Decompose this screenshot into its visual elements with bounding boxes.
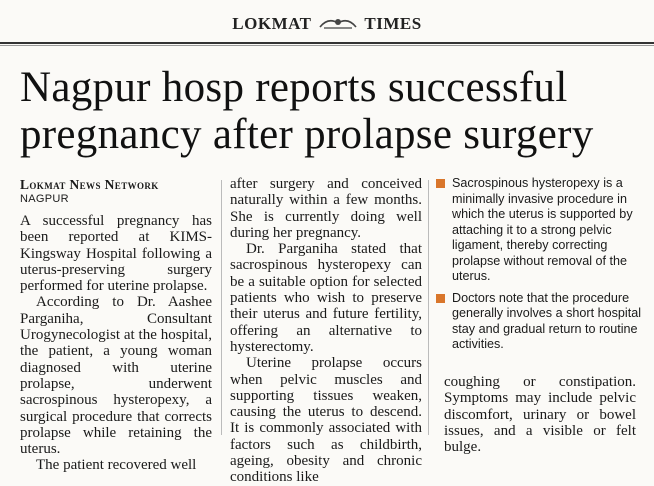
col1-paragraph-2: According to Dr. Aashee Parganiha, Consultant Urogynecologist at the hospital, the patient, a young woman diagnosed with uterine prolapse, underwent sacrospinous hysteropexy, a surgical procedure that corrects prolapse while retaining the uterus. bbox=[20, 294, 212, 458]
col2-paragraph-3: Uterine prolapse occurs when pelvic muscles and supporting tissues weaken, causing the uterus to descend. It is commonly associated with factors such as childbirth, ageing, obesity and chronic conditions like bbox=[230, 355, 422, 486]
column-divider-1 bbox=[221, 180, 222, 435]
col1-paragraph-1: A successful pregnancy has been reported at KIMS-Kingsway Hospital following a uterus-preserving surgery performed for uterine prolapse. bbox=[20, 213, 212, 295]
fact-bullet-1-text: Sacrospinous hysteropexy is a minimally invasive procedure in which the uterus is supported by attaching it to a strong pelvic ligament, thereby correcting prolapse without removal of the uterus. bbox=[452, 176, 633, 283]
fact-box bbox=[432, 176, 644, 359]
top-rule bbox=[0, 42, 654, 44]
fact-bullet-2-text: Doctors note that the procedure generally involves a short hospital stay and gradual return to routine activities. bbox=[452, 290, 642, 351]
col1-paragraph-3: The patient recovered well bbox=[36, 457, 197, 474]
masthead-times: TIMES bbox=[364, 14, 422, 33]
fact-bullet-1 bbox=[432, 176, 644, 285]
headline: Nagpur hosp reports successful pregnancy after prolapse surgery bbox=[20, 64, 594, 158]
byline: Lokmat News Network bbox=[20, 177, 159, 192]
col2-paragraph-2: Dr. Parganiha stated that sacrospinous hysteropexy can be a suitable option for selected patients who wish to preserve their uterus and future fertility, offering an alternative to hysterectomy. bbox=[230, 241, 422, 355]
masthead bbox=[0, 14, 654, 34]
emblem-icon bbox=[318, 15, 358, 31]
col3-paragraph-1: coughing or constipation. Symptoms may include pelvic discomfort, urinary or bowel issues, and a visible or felt bulge. bbox=[444, 374, 636, 456]
square-bullet-icon bbox=[436, 179, 445, 188]
dateline: NAGPUR bbox=[20, 193, 69, 205]
col2-paragraph-1: after surgery and conceived naturally within a few months. She is currently doing well during her pregnancy. bbox=[230, 176, 422, 241]
column-2 bbox=[230, 176, 422, 486]
column-1 bbox=[20, 177, 212, 474]
masthead-lokmat: LOKMAT bbox=[232, 14, 312, 33]
column-divider-2 bbox=[428, 180, 429, 435]
column-3 bbox=[444, 374, 636, 455]
fact-bullet-2 bbox=[432, 291, 644, 353]
top-rule-thin bbox=[0, 45, 654, 46]
square-bullet-icon bbox=[436, 294, 445, 303]
